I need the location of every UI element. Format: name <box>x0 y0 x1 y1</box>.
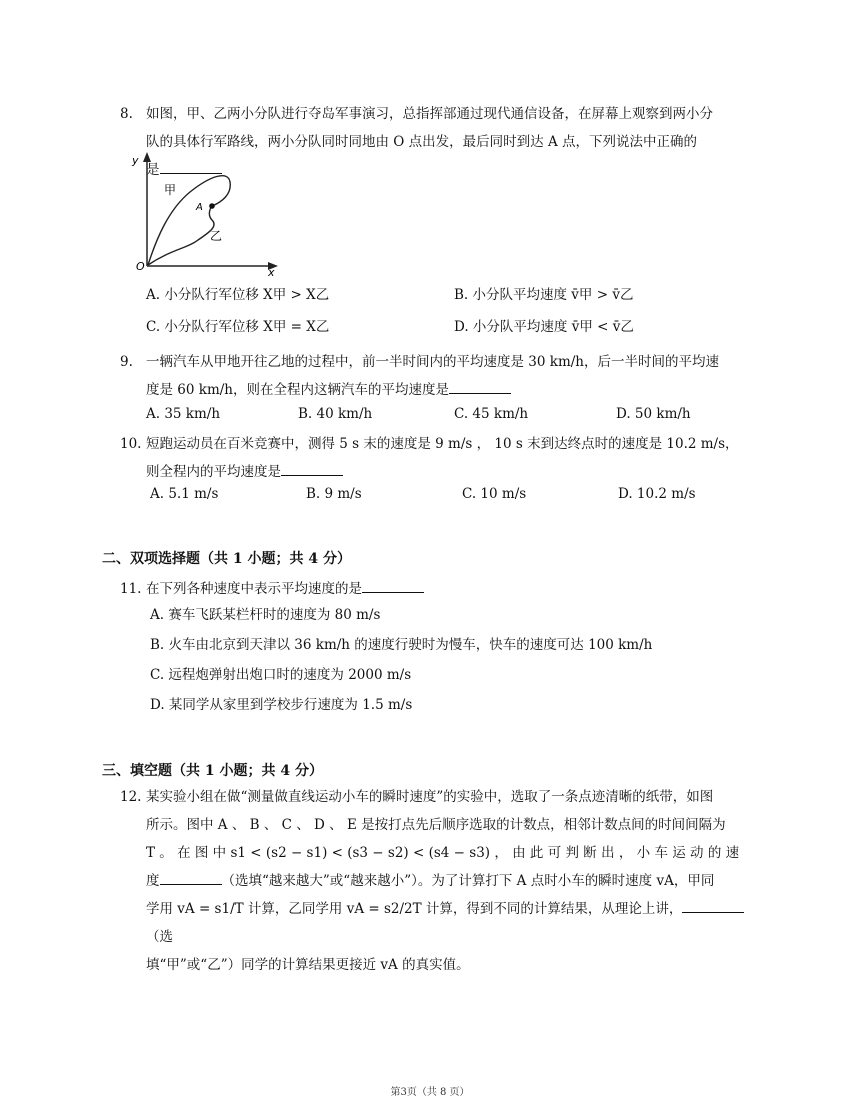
y-axis-label: y <box>132 154 139 167</box>
question-9 <box>120 348 765 404</box>
answer-blank[interactable] <box>160 870 222 885</box>
question-text-line: 则全程内的平均速度是 <box>146 458 765 486</box>
x-axis-label: x <box>268 266 275 276</box>
option-c[interactable]: C. 小分队行军位移 X甲 = X乙 <box>146 319 330 335</box>
page-footer: 第3页（共 8 页） <box>390 1087 470 1098</box>
section-title: 三、填空题（共 1 小题；共 4 分） <box>102 763 323 779</box>
path-yi-label: 乙 <box>210 229 223 243</box>
option-c[interactable]: C. 10 m/s <box>462 486 527 502</box>
option-d[interactable]: D. 50 km/h <box>616 406 691 422</box>
question-number: 11. <box>120 581 142 597</box>
origin-label: O <box>136 260 145 273</box>
question-text-line: 是 <box>146 156 765 184</box>
question-text-line: 一辆汽车从甲地开往乙地的过程中，前一半时间内的平均速度是 30 km/h，后一半时间的平均速 <box>146 354 719 370</box>
point-a-dot <box>209 203 215 209</box>
path-jia-label: 甲 <box>164 183 177 197</box>
motion-path-figure <box>130 150 280 276</box>
answer-blank[interactable] <box>362 578 424 593</box>
option-b[interactable]: B. 火车由北京到天津以 36 km/h 的速度行驶时为慢车，快车的速度可达 100 km/h <box>150 637 653 653</box>
option-b[interactable]: B. 9 m/s <box>306 486 362 502</box>
option-c[interactable]: C. 45 km/h <box>454 406 529 422</box>
point-a-label: A <box>196 202 203 213</box>
question-text-line: 短跑运动员在百米竞赛中，测得 5 s 末的速度是 9 m/s ， 10 s 末到达终点时的速度是 10.2 m/s， <box>146 436 739 452</box>
option-a[interactable]: A. 小分队行军位移 X甲 > X乙 <box>146 287 330 303</box>
question-text-line: 在下列各种速度中表示平均速度的是 <box>146 575 765 603</box>
question-text-line: 度是 60 km/h，则在全程内这辆汽车的平均速度是 <box>146 376 765 404</box>
option-a[interactable]: A. 5.1 m/s <box>150 486 219 502</box>
option-d[interactable]: D. 某同学从家里到学校步行速度为 1.5 m/s <box>150 697 413 713</box>
question-text-line: 填“甲”或“乙”）同学的计算结果更接近 vA 的真实值。 <box>146 957 470 973</box>
question-text-line: 队的具体行军路线，两小分队同时同地由 O 点出发，最后同时到达 A 点，下列说法中正确的 <box>146 134 697 150</box>
option-d[interactable]: D. 小分队平均速度 v̄甲 < v̄乙 <box>454 319 634 335</box>
question-number: 12. <box>120 789 142 805</box>
question-10 <box>120 430 765 486</box>
question-11 <box>120 575 765 603</box>
answer-blank[interactable] <box>449 379 511 394</box>
question-text-line: 学用 vA = s1/T 计算，乙同学用 vA = s2/2T 计算，得到不同的计算结果，从理论上讲，（选 <box>146 895 765 951</box>
question-text-line: T 。 在 图 中 s1 < (s2 − s1) < (s3 − s2) < (s4 − s3) ， 由 此 可 判 断 出 ， 小 车 运 动 的 速 <box>146 845 740 861</box>
option-d[interactable]: D. 10.2 m/s <box>618 486 696 502</box>
question-text-line: 某实验小组在做“测量做直线运动小车的瞬时速度”的实验中，选取了一条点迹清晰的纸带，如图 <box>146 789 714 805</box>
question-number: 8. <box>120 106 133 122</box>
option-a[interactable]: A. 赛车飞跃某栏杆时的速度为 80 m/s <box>150 607 381 623</box>
y-axis-arrow <box>143 152 151 162</box>
option-b[interactable]: B. 小分队平均速度 v̄甲 > v̄乙 <box>454 287 634 303</box>
answer-blank[interactable] <box>682 898 744 913</box>
section-title: 二、双项选择题（共 1 小题；共 4 分） <box>102 551 351 567</box>
path-yi <box>148 206 214 265</box>
question-text-line: 如图，甲、乙两小分队进行夺岛军事演习，总指挥部通过现代通信设备，在屏幕上观察到两小分 <box>146 106 713 122</box>
question-number: 9. <box>120 354 133 370</box>
option-b[interactable]: B. 40 km/h <box>298 406 373 422</box>
path-jia <box>148 176 230 265</box>
question-number: 10. <box>120 436 142 452</box>
option-a[interactable]: A. 35 km/h <box>146 406 221 422</box>
question-12 <box>120 783 765 979</box>
options-column <box>150 600 652 720</box>
question-text-line: 所示。图中 A 、 B 、 C 、 D 、 E 是按打点先后顺序选取的计数点，相邻计数点间的时间间隔为 <box>146 817 726 833</box>
answer-blank[interactable] <box>281 461 343 476</box>
option-c[interactable]: C. 远程炮弹射出炮口时的速度为 2000 m/s <box>150 667 412 683</box>
question-text-line: 度 （选填“越来越大”或“越来越小”）。为了计算打下 A 点时小车的瞬时速度 vA，甲同 <box>146 867 765 895</box>
